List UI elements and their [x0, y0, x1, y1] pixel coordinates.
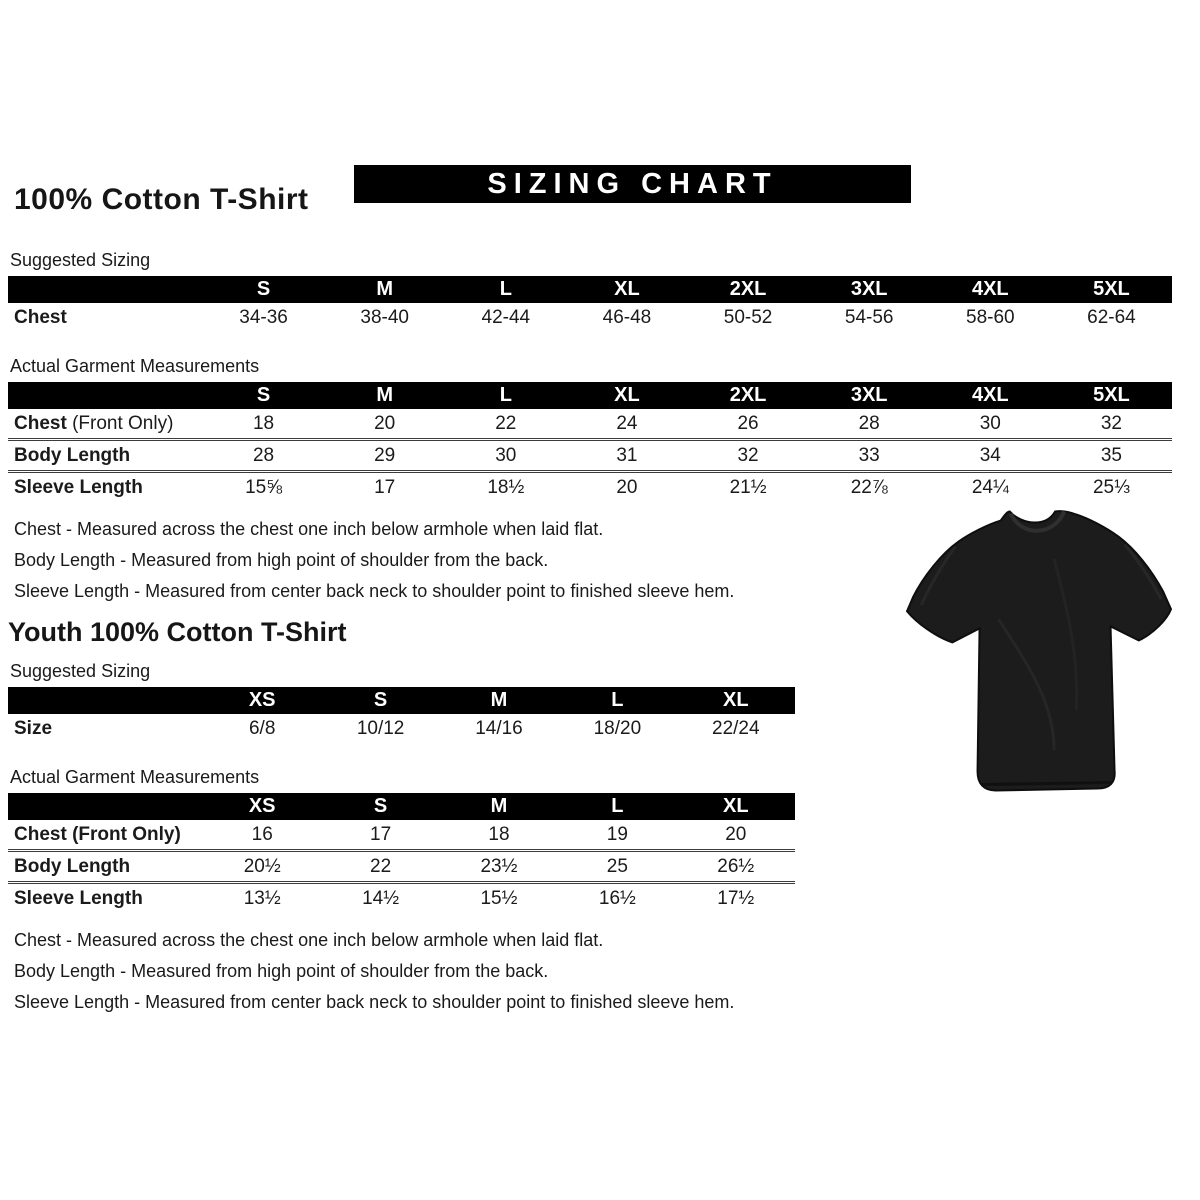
row-label-header: [8, 687, 203, 714]
measurement-cell: 31: [566, 440, 687, 472]
size-column-header: 4XL: [930, 382, 1051, 409]
measurement-cell: 23½: [440, 851, 558, 883]
measurement-cell: 10/12: [356, 717, 405, 739]
measurement-cell: 14½: [321, 883, 439, 914]
sizing-chart-banner-text: SIZING CHART: [487, 167, 778, 200]
measurement-cell: 18½: [445, 472, 566, 503]
measurement-cell: 25⅓: [1051, 472, 1172, 503]
size-column-header: 4XL: [930, 276, 1051, 303]
measurement-cell: 17: [370, 823, 392, 845]
measurement-cell: 35: [1051, 440, 1172, 472]
measurement-cell: 18/20: [593, 717, 642, 739]
black-tshirt-photo: [903, 497, 1175, 802]
chest-note: Chest - Measured across the chest one inch below armhole when laid flat.: [14, 519, 604, 540]
measurement-cell: 50-52: [723, 306, 773, 328]
measurement-cell: 22: [321, 851, 439, 883]
sleeve-length-note: Sleeve Length - Measured from center back neck to shoulder point to finished sleeve hem.: [14, 992, 735, 1013]
table-row: [8, 714, 795, 743]
measurement-cell: 15⅝: [203, 472, 324, 503]
youth-actual-measurements-label: Actual Garment Measurements: [10, 767, 260, 788]
measurement-cell: 42-44: [481, 306, 531, 328]
youth-measurement-notes: [8, 925, 1192, 1018]
tshirt-hem: [982, 782, 1111, 784]
tshirt-illustration: [903, 497, 1175, 802]
measurement-cell: 54-56: [844, 306, 894, 328]
row-label: Sleeve Length: [8, 472, 203, 503]
measurement-cell: 34: [930, 440, 1051, 472]
measurement-cell: 21½: [688, 472, 809, 503]
measurement-cell: 30: [445, 440, 566, 472]
measurement-cell: 24: [616, 412, 638, 434]
size-column-header: M: [440, 793, 558, 820]
size-column-header: L: [558, 687, 676, 714]
measurement-cell: 22/24: [712, 717, 760, 739]
youth-actual-measurements-table: [8, 793, 795, 913]
measurement-cell: 15½: [440, 883, 558, 914]
measurement-cell: 18: [252, 412, 275, 434]
measurement-cell: 17½: [677, 883, 795, 914]
sleeve-length-note: Sleeve Length - Measured from center back neck to shoulder point to finished sleeve hem.: [14, 581, 735, 602]
size-column-header: M: [324, 382, 445, 409]
row-label: Body Length: [8, 851, 203, 883]
measurement-cell: 16½: [558, 883, 676, 914]
size-column-header: 3XL: [809, 382, 930, 409]
measurement-cell: 26: [737, 412, 759, 434]
adult-suggested-sizing-table: [8, 276, 1172, 332]
size-column-header: 5XL: [1051, 276, 1172, 303]
size-column-header: L: [445, 276, 566, 303]
measurement-cell: 6/8: [248, 717, 276, 739]
size-column-header: 2XL: [688, 276, 809, 303]
size-column-header: XL: [566, 382, 687, 409]
measurement-cell: 62-64: [1087, 306, 1136, 328]
measurement-cell: 33: [809, 440, 930, 472]
measurement-cell: 20: [374, 412, 396, 434]
table-row: [8, 440, 1172, 472]
size-column-header: XL: [566, 276, 687, 303]
table-row: [8, 303, 1172, 332]
size-column-header: S: [321, 793, 439, 820]
measurement-cell: 22⅞: [809, 472, 930, 503]
size-column-header: L: [558, 793, 676, 820]
row-label-header: [8, 382, 203, 409]
row-label: Chest: [14, 306, 67, 328]
measurement-cell: 20: [566, 472, 687, 503]
size-column-header: XS: [203, 687, 321, 714]
size-column-header: S: [321, 687, 439, 714]
body-length-note: Body Length - Measured from high point of shoulder from the back.: [14, 961, 549, 982]
measurement-cell: 34-36: [239, 306, 288, 328]
size-column-header: XL: [677, 793, 795, 820]
row-label-header: [8, 793, 203, 820]
row-label: Sleeve Length: [8, 883, 203, 914]
adult-suggested-sizing-label: Suggested Sizing: [10, 250, 151, 271]
measurement-cell: 14/16: [475, 717, 523, 739]
size-column-header: 5XL: [1051, 382, 1172, 409]
measurement-cell: 24¼: [930, 472, 1051, 503]
row-label: Chest (Front Only): [14, 823, 181, 845]
measurement-cell: 20: [725, 823, 747, 845]
youth-suggested-sizing-table: [8, 687, 795, 743]
adult-actual-measurements-table: [8, 382, 1172, 502]
size-column-header: L: [445, 382, 566, 409]
size-column-header: 3XL: [809, 276, 930, 303]
measurement-cell: 20½: [203, 851, 321, 883]
measurement-cell: 28: [858, 412, 880, 434]
size-column-header: 2XL: [688, 382, 809, 409]
size-column-header: S: [203, 382, 324, 409]
table-row: [8, 883, 795, 914]
youth-suggested-sizing-label: Suggested Sizing: [10, 661, 151, 682]
measurement-cell: 29: [324, 440, 445, 472]
table-row: [8, 851, 795, 883]
measurement-cell: 38-40: [360, 306, 409, 328]
measurement-cell: 26½: [677, 851, 795, 883]
measurement-cell: 28: [203, 440, 324, 472]
measurement-cell: 16: [251, 823, 273, 845]
body-length-note: Body Length - Measured from high point of shoulder from the back.: [14, 550, 549, 571]
page-title: 100% Cotton T-Shirt: [14, 183, 309, 217]
size-column-header: XL: [677, 687, 795, 714]
adult-actual-measurements-label: Actual Garment Measurements: [10, 356, 260, 377]
chest-note: Chest - Measured across the chest one inch below armhole when laid flat.: [14, 930, 604, 951]
measurement-cell: 58-60: [966, 306, 1015, 328]
title-bar: [8, 163, 1192, 237]
measurement-cell: 13½: [203, 883, 321, 914]
row-label: Chest (Front Only): [14, 412, 174, 434]
size-column-header: XS: [203, 793, 321, 820]
row-label: Body Length: [8, 440, 203, 472]
measurement-cell: 22: [495, 412, 517, 434]
measurement-cell: 32: [688, 440, 809, 472]
table-row: [8, 409, 1172, 440]
measurement-cell: 46-48: [602, 306, 652, 328]
measurement-cell: 18: [488, 823, 510, 845]
measurement-cell: 19: [606, 823, 628, 845]
measurement-cell: 17: [324, 472, 445, 503]
measurement-cell: 30: [979, 412, 1001, 434]
measurement-cell: 32: [1100, 412, 1122, 434]
size-column-header: M: [324, 276, 445, 303]
youth-section-title: Youth 100% Cotton T-Shirt: [8, 617, 347, 648]
sizing-chart-banner: [354, 165, 911, 203]
row-label-header: [8, 276, 203, 303]
row-label: Size: [14, 717, 53, 739]
size-column-header: S: [203, 276, 324, 303]
table-row: [8, 820, 795, 851]
measurement-cell: 25: [558, 851, 676, 883]
size-column-header: M: [440, 687, 558, 714]
